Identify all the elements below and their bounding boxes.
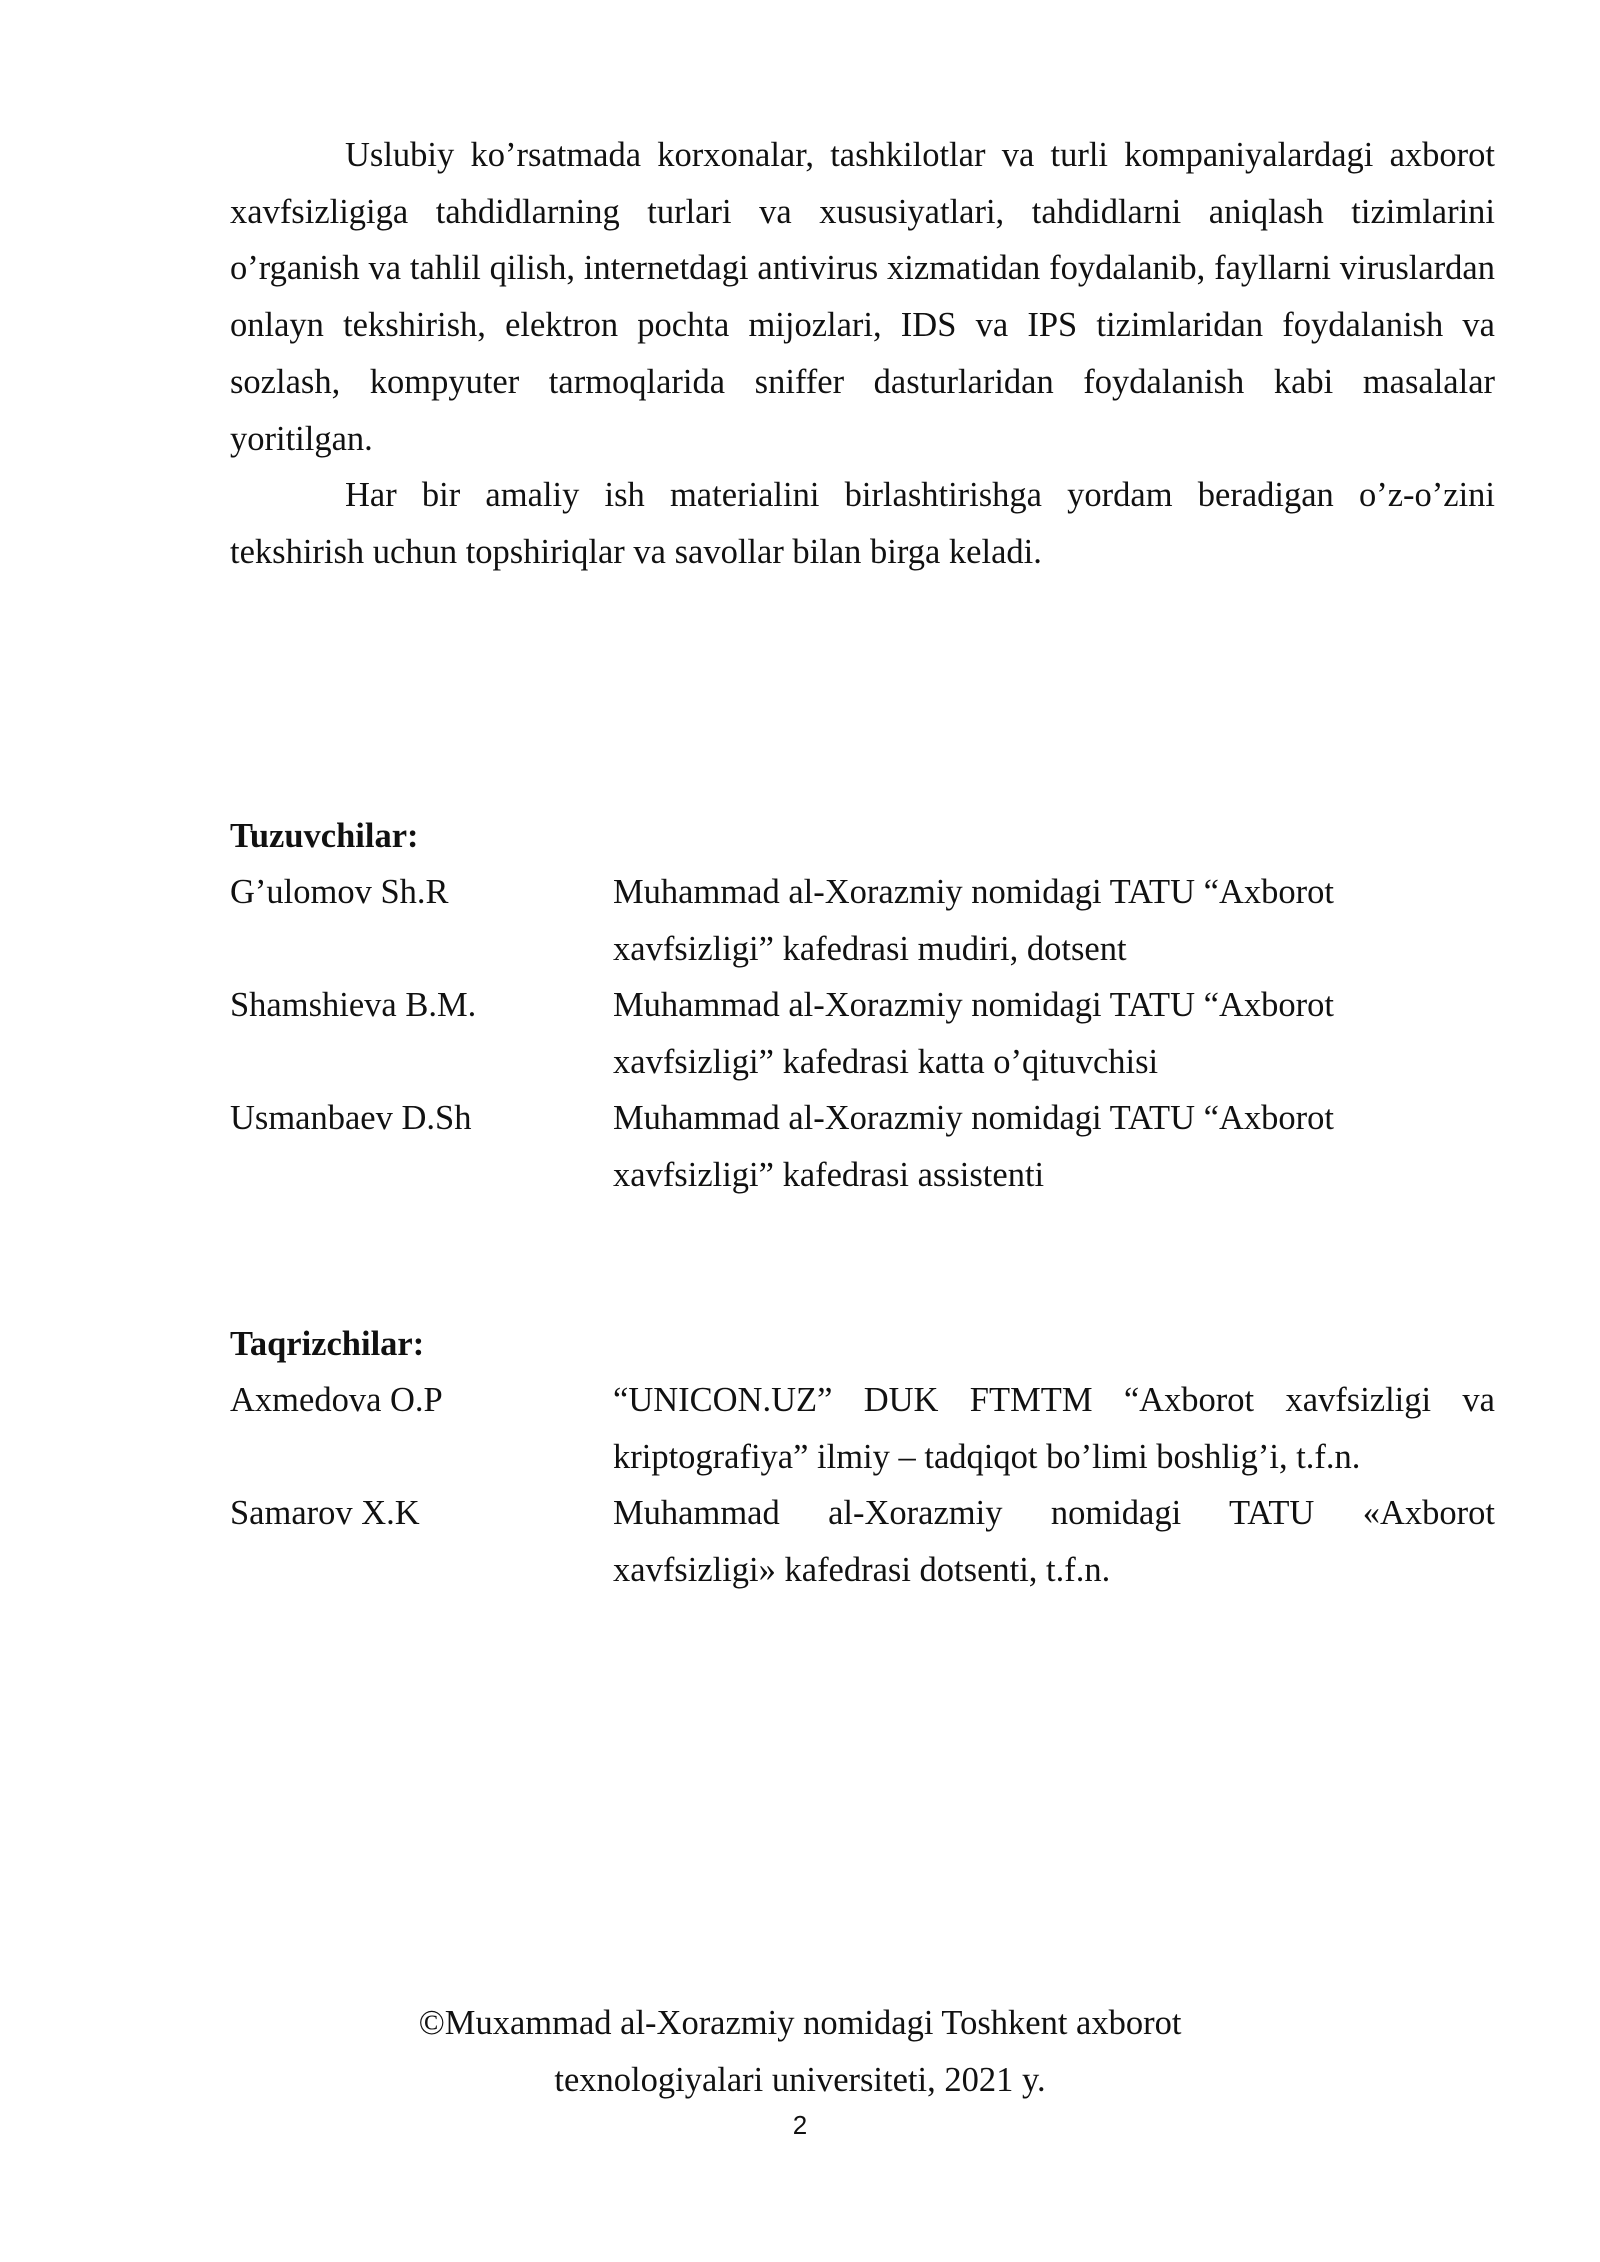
reviewers-heading: Taqrizchilar:: [230, 1325, 425, 1363]
compilers-heading: Tuzuvchilar:: [230, 817, 419, 855]
compiler-role: Muhammad al-Xorazmiy nomidagi TATU “Axborot xavfsizligi” kafedrasi assistenti: [613, 1099, 1334, 1194]
page-number: 2: [792, 2110, 808, 2140]
copyright-line: ©Muxammad al-Xorazmiy nomidagi Toshkent axborot: [418, 2004, 1182, 2042]
intro-paragraph: Har bir amaliy ish materialini birlashtirishga yordam beradigan o’z-o’zini tekshirish uchun topshiriqlar va savollar bilan birga keladi.: [230, 476, 1495, 571]
copyright-notice: [0, 1995, 1600, 2108]
compiler-name: Shamshieva B.M.: [230, 986, 477, 1024]
reviewer-name: Samarov X.K: [230, 1494, 420, 1532]
reviewer-role: Muhammad al-Xorazmiy nomidagi TATU «Axborot xavfsizligi» kafedrasi dotsenti, t.f.n.: [613, 1494, 1495, 1589]
intro-section: [230, 127, 1495, 581]
reviewer-name: Axmedova O.P: [230, 1381, 443, 1419]
compiler-name: Usmanbaev D.Sh: [230, 1099, 472, 1137]
intro-paragraph: Uslubiy ko’rsatmada korxonalar, tashkilotlar va turli kompaniyalardagi axborot xavfsizligiga tahdidlarning turlari va xususiyatlari, tahdidlarni aniqlash tizimlarini o’rganish va tahlil qilish, internetdagi antivirus xizmatidan foydalanib, fayllarni viruslardan onlayn tekshirish, elektron pochta mijozlari, IDS va IPS tizimlaridan foydalanish va sozlash, kompyuter tarmoqlarida sniffer dasturlaridan foydalanish kabi masalalar yoritilgan.: [230, 136, 1495, 458]
compiler-role: Muhammad al-Xorazmiy nomidagi TATU “Axborot xavfsizligi” kafedrasi mudiri, dotsent: [613, 873, 1334, 968]
reviewer-role: “UNICON.UZ” DUK FTMTM “Axborot xavfsizligi va kriptografiya” ilmiy – tadqiqot bo’limi boshlig’i, t.f.n.: [613, 1381, 1495, 1476]
compiler-role: Muhammad al-Xorazmiy nomidagi TATU “Axborot xavfsizligi” kafedrasi katta o’qituvchisi: [613, 986, 1334, 1081]
copyright-line: texnologiyalari universiteti, 2021 y.: [554, 2060, 1046, 2099]
compiler-name: G’ulomov Sh.R: [230, 873, 449, 911]
